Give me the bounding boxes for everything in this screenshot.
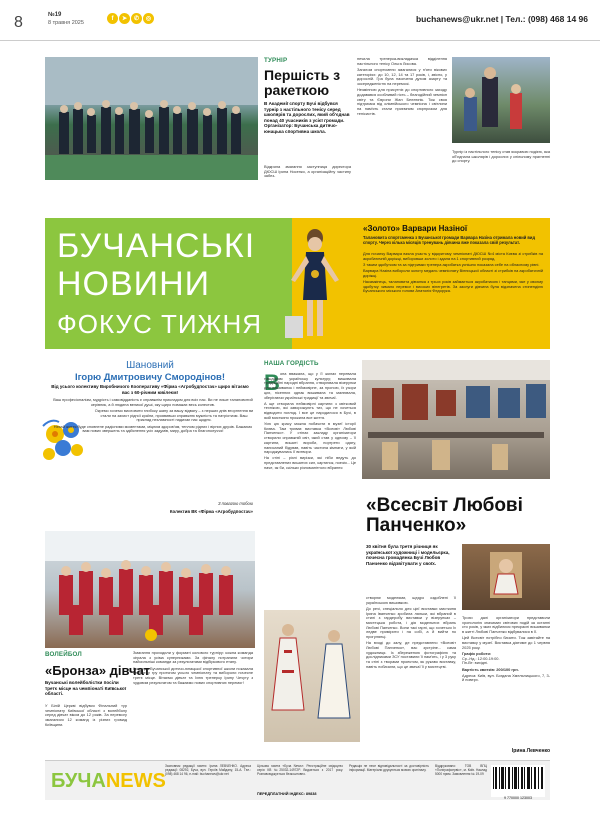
greeting-body: [45, 398, 255, 435]
page-header: [0, 0, 600, 41]
page-footer: [45, 760, 550, 800]
footer-col2: Цільова газета «Буча News». Реєстраційне свідоцтво серія КВ №25032-14972Р. Видається з 2017 року. Розповсюджується безкоштовно.: [257, 764, 343, 776]
volleyball-col2-text: [133, 651, 253, 687]
footer-logo-bucha: БУЧА: [51, 769, 106, 792]
tennis-col2-text: [357, 57, 447, 118]
greeting-p2: Окремо хочемо висловити глибоку шану за вашу відвагу – з перших днів вторгнення ви стали на захист рідної країни, проявивши справжню мужність та патріотизм. Ваш приклад незламності надихає нас щодня.: [94, 407, 254, 423]
tennis-col2-p1: печила тренерка-викладачка відділення настільного тенісу Ольга Лисова.: [357, 56, 447, 66]
tennis-title: Першість з ракеткою: [264, 67, 341, 98]
tennis-player-photo: [452, 57, 550, 143]
exhibition-dress-photo: [264, 610, 360, 742]
instagram-icon[interactable]: ◎: [143, 13, 154, 24]
exhibition-price: Вартість квитків: 200/100 грн.: [462, 666, 519, 672]
tennis-col1-text: Відкрила змагання заступниця директора ДЮСШ Ірина Носенко, а організаційну частину забез-: [264, 164, 351, 179]
exhibition-col3-p2: Цей Всесвіт потрібно бачити. Тож завітайте на виставку у музеї. Виставка діятиме до 1 червня 2025 року.: [462, 635, 550, 650]
footer-col3: Редакція не несе відповідальності за достовірність інформації. Матеріали друкуються мовою оригіналу.: [349, 764, 429, 772]
banner-article-p2: З таким здобутком та за підтримки тренера акробатка успішно показала себе на обласному рівні.: [363, 261, 540, 267]
tennis-right-caption: Турнір із настільного тенісу став яскравою подією, яка об'єднала школярів і дорослих у спільному прагненні до спорту.: [452, 149, 550, 164]
exhibition-dropcap: В: [264, 370, 280, 395]
banner-title-line3: ФОКУС ТИЖНЯ: [57, 309, 263, 339]
greeting-block: [45, 360, 255, 518]
banner-article-p1: Для початку Варвара взяла участь у відкритому чемпіонаті ДЮСШ №4 міста Києва зі стрибків на акробатичній доріжці, виборовши золото і здала на 1 спортивний розряд.: [363, 251, 543, 261]
greeting-sign1: З повагою тобою: [217, 501, 253, 506]
exhibition-col1-text: [264, 372, 356, 472]
banner-title-line2: НОВИНИ: [57, 265, 211, 303]
volleyball-section-label: ВОЛЕЙБОЛ: [45, 651, 82, 658]
banner-article-p3: Варвара Назіна вибороли золоту медаль чемпіонату Вінницької області зі стрибків на акробатичній доріжці.: [363, 268, 543, 278]
gymnast-photo: [273, 222, 357, 347]
tennis-col2-p2: Загалом спортсмени змагалися у п'яти вікових категоріях: до 10, 12, 14 та 17 років, і, звісно, у дорослій. Гра була насичена духом азарту та зосередженістю на перемозі.: [357, 66, 447, 87]
header-contact: buchanews@ukr.net | Тел.: (098) 468 14 96: [415, 14, 588, 24]
exhibition-title: «Всесвіт Любові Панченко»: [366, 495, 523, 536]
exhibition-hours: Ср.-Нд.: 12:00-19:00.: [462, 655, 500, 661]
greeting-salutation: Шановний: [126, 360, 174, 371]
footer-logo-news: NEWS: [105, 769, 166, 792]
banner-article-body: [363, 252, 543, 296]
greeting-p3: Нехай життя буде сповнене радісними моментами, міцним здоров'ям, теплом рідних і вірних друзів. Бажаємо вам нових звершень та здійснення усіх задумів, миру, добра та благополуччя!: [53, 423, 253, 434]
exhibition-section-label: НАША ГОРДІСТЬ: [264, 360, 319, 367]
exhibition-col1-p1: она вважала, що у її жилах перевала нащадкам українську культуру; вишивала традиційні народні вбрання, створювала візерунки для вишиванок і неймовірне, за пропою, їх узори цих, пісенних однак вишивала та малювала, зберігаючи українські традиції та звичаї.: [264, 371, 356, 400]
exhibition-col2-p1: створює моделями, щедро оздоблені її українською вишивкою.: [366, 595, 456, 605]
barcode-digits: 9 770000 123003: [504, 796, 532, 800]
volleyball-col2-p2: Команда Бучанської дитячо-юнацької спортивної школи показала впевнену гру протягом усього чемпіонату та вибороли почесне третє місце. Вітаємо дівчат та їхню тренерку Ірину Чечуту з чудовим результатом та бажаємо нових спортивних перемог!: [133, 665, 253, 685]
page-number: 8: [14, 14, 23, 31]
exhibition-lead: 30 квітня була третя річниця як української художниці і модельєрка, почесна громадянка Бучі Любов Панченко відзвітувати у своїх.: [366, 544, 450, 566]
exhibition-hall-photo: [362, 360, 550, 479]
exhibition-address: Адреса: Київ, вул. Богдана Хмельницького, 7, 3-й поверх.: [462, 672, 550, 683]
footer-logo: [51, 769, 166, 793]
greeting-lead: Від усього колективу Виробничого Кооперативу «Фірма «Агробудпостач» щиро вітаємо вас з 60-річним ювілеєм!: [51, 384, 249, 395]
volleyball-col1-text: У Білій Церкві відбувся Фінальний тур чемпіонату Київської області з волейболу серед дівчат віком до 12 років. За перемогу змагалися 12 команд із різних громад Київщини.: [45, 703, 127, 727]
viber-icon[interactable]: ✆: [131, 13, 142, 24]
exhibition-col2-p3: На вході до залу, де представлено «Всесвіт Любові Панченко», вас зустріне... сама художниця. Із збереженою фотографією та дослідниками ЗСУ поставили її пам'ять, і у 3 руку та стіні з творами проектом, як рукаво виставку, навіть побачили, що це звичаї її у мистецтві.: [366, 640, 456, 669]
tennis-col2-p3: Незмінною для присутніх до спортивного заходу додавався особливий гість – благодійний чемпіон світу та Європи Жан Белеюнік. Тож своя підтримка від олімпійського чемпіона і світлини на пам'ять стали приємним сюрпризом для тенісистів.: [357, 87, 447, 116]
banner-article-lead: Талановита спортсменка з Бучанської громади Варвара Назіна отримала новий вид спорту. Через кілька місяців тренувань дівчина вже показала свій результат.: [363, 235, 536, 245]
banner-article-p4: Насамкінець, талановита дівчинка з трьох років займається акробатикою і танцями, яке у своєму здобутку чимало перемог і високих вінегретів. За заслуги дівчина була відзначена стипендією Бучанського міського голови Анатолія Федорука.: [363, 279, 543, 294]
volleyball-lead: Бучанські волейболістки посіли третє місце на чемпіонаті Київської області.: [45, 680, 126, 697]
tennis-section-label: ТУРНІР: [264, 57, 288, 64]
greeting-p1: Ваш професіоналізм, мудрість і самовідданість є справжнім прикладом для всіх нас. Ви не лише талановитий керівник, а й людина великої душі, яку щиро поважає весь колектив.: [53, 397, 253, 407]
exhibition-schedule-label: Графік роботи:: [462, 650, 492, 656]
footer-col4: Віддруковано: ТОВ ВПЦ «Поліграфсервіс», м. Київ. Наклад 5000 прим. Замовлення № 19-09: [435, 764, 487, 776]
volleyball-col2-p1: Змагання проходили у форматі колового турніру: кожна команда зіграла з усіма суперниками. За фіналу потрапили чотири найсильніші команди за результатами відбіркового етапу.: [133, 650, 253, 665]
facebook-icon[interactable]: f: [107, 13, 118, 24]
volleyball-title: «Бронза» дівчат: [45, 663, 151, 678]
footer-barcode: [491, 765, 545, 800]
exhibition-col2-p2: До речі, спеціально для цієї виставки мисткиня Ірина Іванченко зробила ляльки, які вбраний в стилі з гардеробу виставки у візерунках – мистецька робота, і дія модельних вбрань Любові Панченко. Вони такі гарні, що хочеться їх ледве примірити і на собі, а й вийти по прогулянці.: [366, 605, 456, 640]
volleyball-team-photo: [45, 531, 255, 648]
greeting-name: Ігорю Дмитровичу Смородінов!: [74, 372, 226, 383]
exhibition-portrait-photo: [462, 544, 550, 610]
issue-number: №19: [48, 12, 62, 18]
exhibition-col1-p2: А ще створила неймовірні картини з квітковий технікою, які заворожують тих, що не хочеться відводити погляд. І все це народилося в Бучі, в якій мисткиня прожила все життя.: [264, 400, 356, 420]
exhibition-author: Ірина Левченко: [511, 748, 550, 754]
exhibition-col3-p1: Трохи далі організатори представили хронологію значимих світових подій за останні сто років, у яких відбилися прекрасні вишиванки в житті Любові Панченко відбувалися в її.: [462, 615, 550, 635]
footer-col1: Засновник редакції газети: Ірина ЛЕВЧЕНКО. Адреса редакції: 08292, Буча, вул. Героїв Майдану, 15-А. Тел.: (098) 468 14 96, e-mail: buchanews@ukr.net: [165, 764, 251, 776]
exhibition-col1-p3: Усю цю красу можна побачити в музеї історії Києва. Там триває виставка «Всесвіт Любові Панченко». У стінах закладу організатори створили справжній світ, який став у одному – її картини, вишиті вироби, портрети одягу, написаний бідував, навіть частина кімнати, у якій народжувались її витвори.: [264, 421, 356, 455]
focus-banner: [45, 218, 550, 349]
exhibition-col2-text: [366, 596, 456, 671]
exhibition-col1-p4: На стіні – різні вирізки, які ніби ведуть до представлених вишитих сил, картинок, поезія... Це наче, як би, скільки різноманітного вбрання: [264, 455, 356, 470]
telegram-icon[interactable]: ➤: [119, 13, 130, 24]
banner-article-title: «Золото» Варвари Назіної: [363, 224, 468, 233]
greeting-sign2: Колектив ВК «Фірма «Агробудпостач»: [169, 509, 253, 514]
tennis-lead: В Академії спорту Бучі відбувся турнір з настільного тенісу серед школярів та дорослих, який об'єднав понад 40 учасників з усієї громади. Організатор: Бучанська дитячо-юнацька спортивна школа.: [264, 101, 350, 134]
footer-index: ПЕРЕДПЛАТНИЙ ІНДЕКС: 89838: [257, 792, 317, 796]
banner-title-line1: БУЧАНСЬКІ: [57, 227, 256, 265]
exhibition-col3-text: [462, 616, 550, 685]
tennis-team-photo: [45, 57, 258, 180]
social-icons: [107, 13, 155, 24]
issue-date: 8 травня 2025: [48, 20, 84, 26]
exhibition-days-off: Пн-Вт: вихідні.: [462, 660, 489, 666]
